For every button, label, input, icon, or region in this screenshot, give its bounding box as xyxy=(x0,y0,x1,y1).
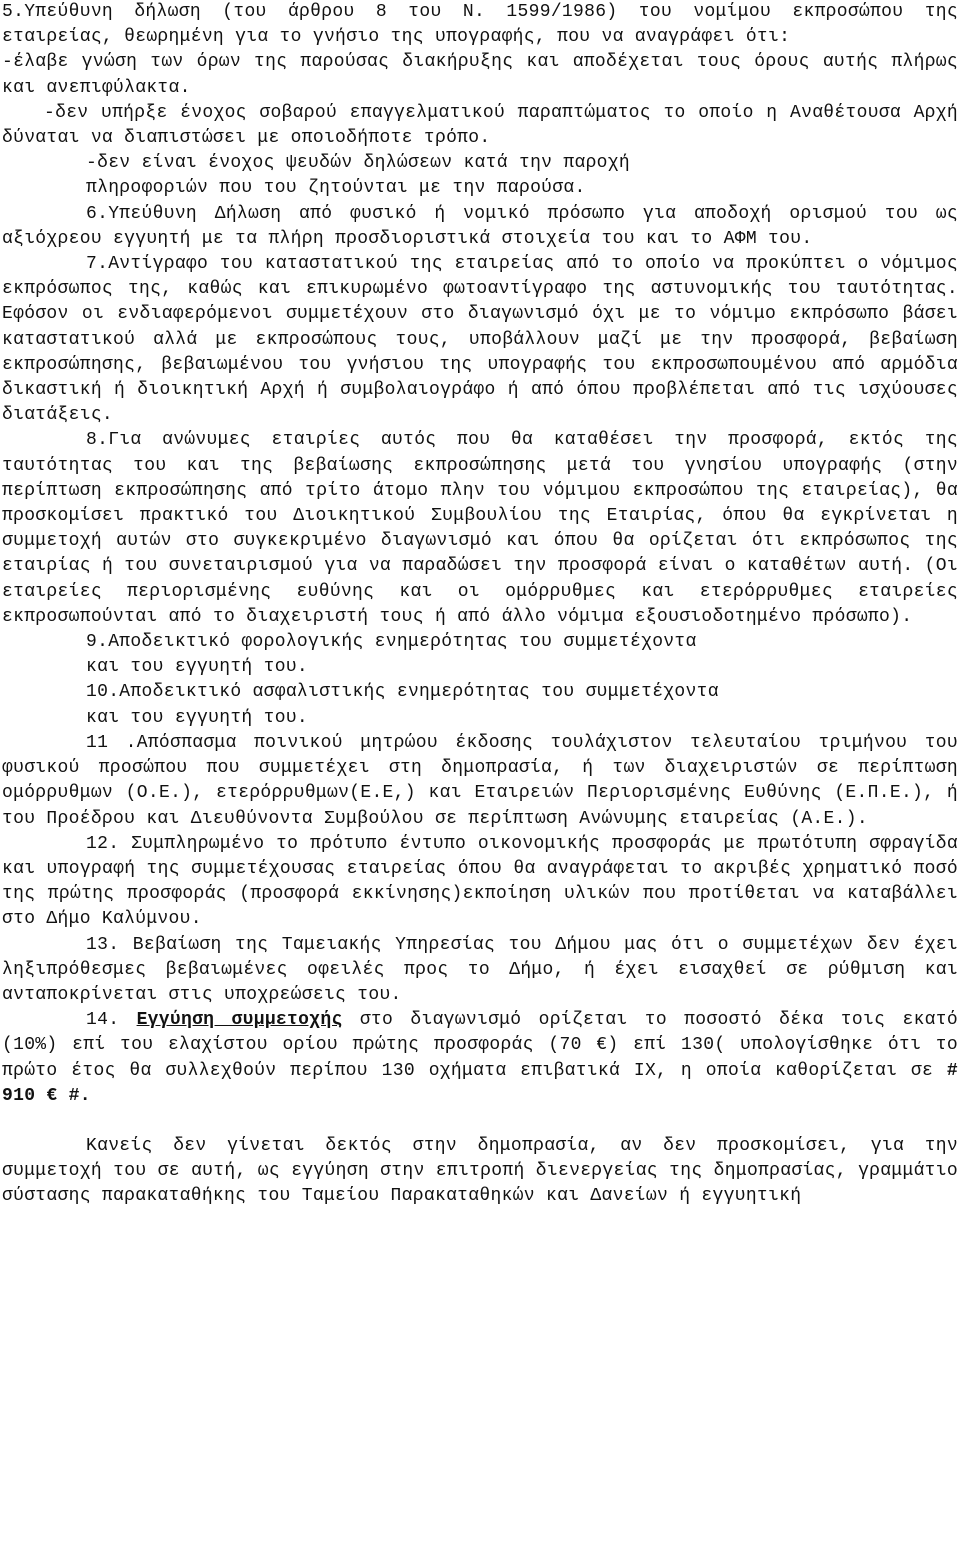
item-13: 13. Βεβαίωση της Ταμειακής Υπηρεσίας του Δήμου μας ότι ο συμμετέχων δεν έχει ληξιπρόθεσμες βεβαιωμένες οφειλές προς το Δήμο, ή έχει εισαχθεί σε ρύθμιση και ανταποκρίνεται στις υποχρεώσεις του. xyxy=(2,934,958,1005)
guarantee-amount: # 910 € #. xyxy=(2,1060,958,1106)
item-10-line-2: και του εγγυητή του. xyxy=(86,707,309,728)
closing-paragraph: Κανείς δεν γίνεται δεκτός στην δημοπρασία, αν δεν προσκομίσει, για την συμμετοχή του σε αυτή, ως εγγύηση στην επιτροπή διενεργείας της δημοπρασίας, γραμμάτιο σύστασης παρακαταθήκης του Ταμείου Παρακαταθηκών και Δανείων ή εγγυητική xyxy=(2,1135,958,1207)
item-14-body: στο διαγωνισμό ορίζεται το ποσοστό δέκα τοις εκατό (10%) επί του ελαχίστου ορίου πρώτης προσφοράς (70 €) επί 130( υπολογίσθηκε ότι το πρώτο έτος θα συλλεχθούν περίπου 130 οχήματα επιβατικά ΙΧ, η οποία καθορίζεται σε xyxy=(2,1010,958,1081)
participation-guarantee-term: Εγγύηση συμμετοχής xyxy=(136,1010,343,1031)
item-5-heading: 5.Υπεύθυνη δήλωση (του άρθρου 8 του Ν. 1599/1986) του νομίμου εκπροσώπου της εταιρείας, θεωρημένη για το γνήσιο της υπογραφής, που να αναγράφει ότι: xyxy=(2,2,958,48)
item-7: 7.Αντίγραφο του καταστατικού της εταιρείας από το οποίο να προκύπτει ο νόμιμος εκπρόσωπος της, καθώς και επικυρωμένο φωτοαντίγραφο της αστυνομικής του ταυτότητας. Εφόσον οι ενδιαφερόμενοι συμμετέχουν στο διαγωνισμό όχι με το νόμιμο εκπρόσωπο βάσει καταστατικού αλλά με εκπροσώπους τους, υποβάλλουν μαζί με την προσφορά, βεβαίωση εκπροσώπησης, βεβαιωμένου του γνήσιου της υπογραφής του εκπροσωπουμένου από αρμόδια δικαστική ή διοικητική Αρχή ή συμβολαιογράφο ή από όπου προβλέπεται από τις ισχύουσες διατάξεις. xyxy=(2,254,958,426)
item-14 xyxy=(2,1008,958,1109)
item-6: 6.Υπεύθυνη Δήλωση από φυσικό ή νομικό πρόσωπο για αποδοχή ορισμού του ως αξιόχρεου εγγυητή με τα πλήρη προσδιοριστικά στοιχεία του και το ΑΦΜ του. xyxy=(2,203,958,249)
item-12: 12. Συμπληρωμένο το πρότυπο έντυπο οικονομικής προσφοράς με πρωτότυπη σφραγίδα και υπογραφή της συμμετέχουσας εταιρείας όπου θα αναγράφεται το ακριβές χρηματικό ποσό της πρώτης προσφοράς (προσφορά εκκίνησης)εκποίηση υλικών που προτίθεται να καταβάλλει στο Δήμο Καλύμνου. xyxy=(2,833,958,930)
item-11: 11 .Απόσπασμα ποινικού μητρώου έκδοσης τουλάχιστον τελευταίου τριμήνου του φυσικού προσώπου που συμμετέχει στη δημοπρασία, ή των διαχειριστών σε περίπτωση ομόρρυθμων (Ο.Ε.), ετερόρρυθμων(Ε.Ε,) και Εταιρειών Περιορισμένης Ευθύνης (Ε.Π.Ε.), ή του Προέδρου και Διευθύνοντα Συμβούλου σε περίπτωση Ανώνυμης εταιρείας (Α.Ε.). xyxy=(2,732,958,829)
paragraph-gap xyxy=(2,1109,958,1134)
item-9-line-1: 9.Αποδεικτικό φορολογικής ενημερότητας του συμμετέχοντα xyxy=(86,632,697,653)
item-5-bullet-3b: πληροφοριών που του ζητούνται με την παρούσα. xyxy=(86,178,586,199)
item-8: 8.Για ανώνυμες εταιρίες αυτός που θα καταθέσει την προσφορά, εκτός της ταυτότητας του και της βεβαίωσης εκπροσώπησης μετά του γνησίου υπογραφής (στην περίπτωση εκπροσώπησης από τρίτο άτομο πλην του νόμιμου εκπροσώπου της εταιρείας), θα προσκομίσει πρακτικό του Διοικητικού Συμβουλίου της Εταιρίας, όπου θα εγκρίνεται η συμμετοχή αυτών στο συγκεκριμένο διαγωνισμό και όπου θα ορίζεται ότι εκπρόσωπος της εταιρίας ή του συνεταιρισμού για να παραδώσει την προσφορά είναι ο καταθέτων αυτή. (Οι εταιρείες περιορισμένης ευθύνης και οι ομόρρυθμες και ετερόρρυθμες εταιρείες εκπροσωπούνται από το διαχειριστή τους ή από άλλο νόμιμα εξουσιοδοτημένο πρόσωπο). xyxy=(2,430,958,627)
item-5-bullet-1: -έλαβε γνώση των όρων της παρούσας διακήρυξης και αποδέχεται τους όρους αυτής πλήρως και ανεπιφύλακτα. xyxy=(2,52,958,98)
item-5-bullet-3a: -δεν είναι ένοχος ψευδών δηλώσεων κατά την παροχή xyxy=(86,153,630,174)
item-5-bullet-2: -δεν υπήρξε ένοχος σοβαρού επαγγελματικού παραπτώματος το οποίο η Αναθέτουσα Αρχή δύναται να διαπιστώσει με οποιοδήποτε τρόπο. xyxy=(2,102,958,149)
item-9-line-2: και του εγγυητή του. xyxy=(86,657,309,678)
item-14-number: 14. xyxy=(86,1010,137,1031)
item-10-line-1: 10.Αποδεικτικό ασφαλιστικής ενημερότητας του συμμετέχοντα xyxy=(86,682,719,703)
